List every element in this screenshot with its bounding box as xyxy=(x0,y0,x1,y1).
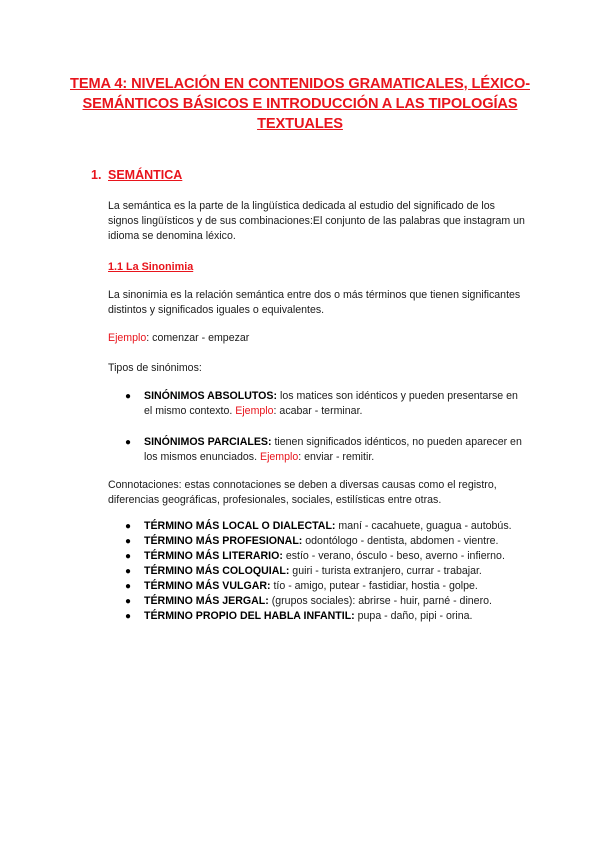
synonym-types-list xyxy=(108,389,528,481)
bullet-icon: ● xyxy=(125,566,132,577)
list-item-term: TÉRMINO PROPIO DEL HABLA INFANTIL: xyxy=(144,610,355,622)
section-title: SEMÁNTICA xyxy=(108,168,183,182)
list-item-example-text: : enviar - remitir. xyxy=(298,451,375,463)
list-item xyxy=(108,609,528,624)
example-text: : comenzar - empezar xyxy=(146,332,250,344)
list-item-term: SINÓNIMOS ABSOLUTOS: xyxy=(144,390,278,402)
list-item-desc: pupa - daño, pipi - orina. xyxy=(354,610,473,622)
section-heading-semantica xyxy=(91,167,182,183)
bullet-icon: ● xyxy=(125,581,132,592)
bullet-icon: ● xyxy=(125,437,132,448)
bullet-icon: ● xyxy=(125,611,132,622)
list-item xyxy=(108,519,528,534)
list-item-term: TÉRMINO MÁS COLOQUIAL: xyxy=(144,565,290,577)
bullet-icon: ● xyxy=(125,391,132,402)
list-item-desc: tienen significados idénticos, no pueden aparecer en los mismos enunciados. xyxy=(144,436,522,463)
list-item-desc: maní - cacahuete, guagua - autobús. xyxy=(335,520,512,532)
section-number: 1. xyxy=(91,168,102,182)
list-item-desc: odontólogo - dentista, abdomen - vientre. xyxy=(302,535,499,547)
synonym-types-label: Tipos de sinónimos: xyxy=(108,362,202,374)
list-item-example-text: : acabar - terminar. xyxy=(273,405,363,417)
list-item-desc: estío - verano, ósculo - beso, averno - infierno. xyxy=(282,550,505,562)
list-item xyxy=(108,534,528,549)
connotations-paragraph: Connotaciones: estas connotaciones se deben a diversas causas como el registro, diferencias geográficas, profesionales, sociales, estilísticas entre otras. xyxy=(108,479,497,506)
list-item-term: TÉRMINO MÁS PROFESIONAL: xyxy=(144,535,303,547)
list-item xyxy=(108,389,528,419)
subsection-heading-sinonimia: 1.1 La Sinonimia xyxy=(108,261,194,273)
list-item-example-label: Ejemplo xyxy=(235,405,274,417)
list-item-desc: guiri - turista extranjero, currar - trabajar. xyxy=(289,565,482,577)
bullet-icon: ● xyxy=(125,521,132,532)
list-item-desc: los matices son idénticos y pueden presentarse en el mismo contexto. xyxy=(144,390,518,417)
list-item-term: TÉRMINO MÁS LOCAL O DIALECTAL: xyxy=(144,520,336,532)
list-item-desc: (grupos sociales): abrirse - huir, parné - dinero. xyxy=(268,595,492,607)
list-item-term: SINÓNIMOS PARCIALES: xyxy=(144,436,272,448)
list-item xyxy=(108,579,528,594)
list-item xyxy=(108,594,528,609)
page-title: TEMA 4: NIVELACIÓN EN CONTENIDOS GRAMATICALES, LÉXICO-SEMÁNTICOS BÁSICOS E INTRODUCCIÓN A LAS TIPOLOGÍAS TEXTUALES xyxy=(70,76,530,132)
list-item xyxy=(108,549,528,564)
list-item-term: TÉRMINO MÁS JERGAL: xyxy=(144,595,269,607)
sinonimia-definition: La sinonimia es la relación semántica entre dos o más términos que tienen significantes distintos y significados iguales o equivalentes. xyxy=(108,289,521,316)
list-item-example-label: Ejemplo xyxy=(260,451,299,463)
bullet-icon: ● xyxy=(125,551,132,562)
example-line xyxy=(108,331,528,346)
list-item-term: TÉRMINO MÁS LITERARIO: xyxy=(144,550,283,562)
list-item xyxy=(108,435,528,465)
list-item-desc: tío - amigo, putear - fastidiar, hostia - golpe. xyxy=(270,580,478,592)
example-label: Ejemplo xyxy=(108,332,147,344)
list-item-term: TÉRMINO MÁS VULGAR: xyxy=(144,580,271,592)
bullet-icon: ● xyxy=(125,596,132,607)
intro-paragraph: La semántica es la parte de la lingüística dedicada al estudio del significado de los signos lingüísticos y de sus combinaciones:El conjunto de las palabras que instagram un idioma se denomina léxico. xyxy=(108,200,525,242)
list-item xyxy=(108,564,528,579)
connotation-terms-list xyxy=(108,519,528,624)
bullet-icon: ● xyxy=(125,536,132,547)
